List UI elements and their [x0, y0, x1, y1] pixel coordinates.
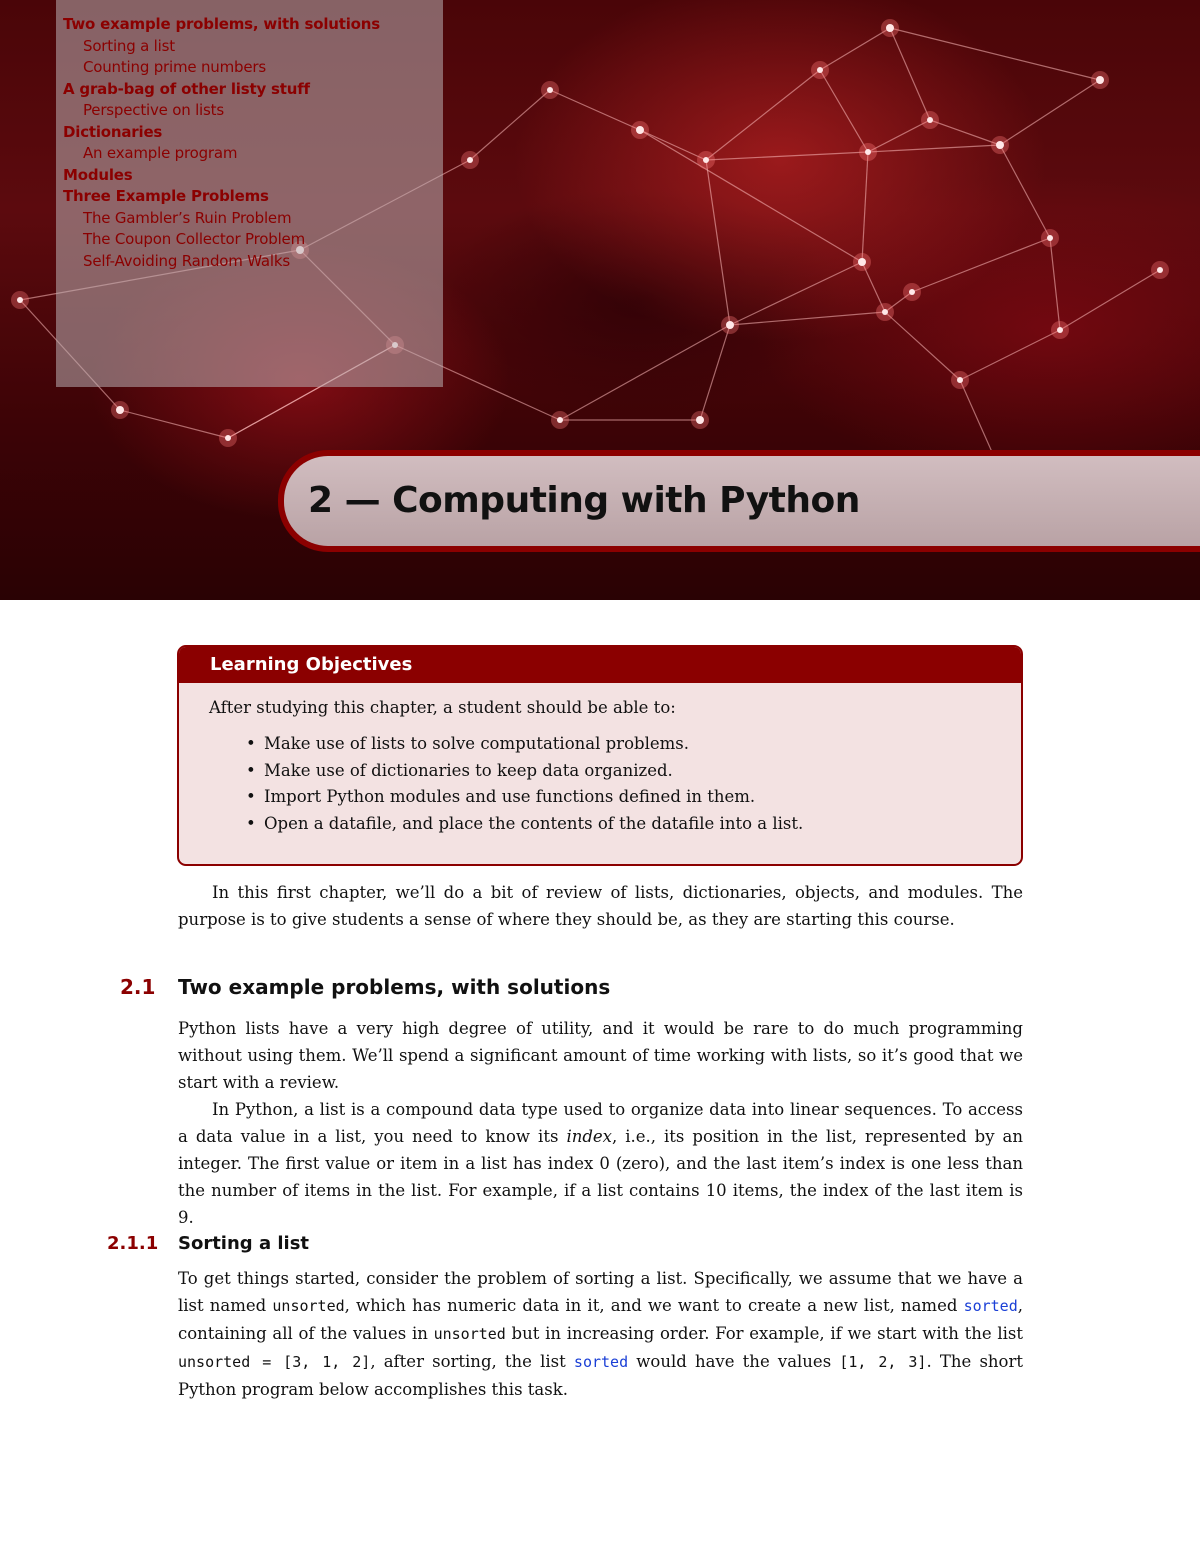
toc-entry[interactable]: A grab-bag of other listy stuff — [63, 79, 310, 98]
section-2-1-1-title: Sorting a list — [178, 1233, 310, 1254]
learning-objectives-heading: Learning Objectives — [179, 647, 1021, 683]
chapter-number: 2 — [308, 480, 333, 521]
section-2-1-number: 2.1 — [120, 975, 156, 999]
toc-entry[interactable]: Two example problems, with solutions — [63, 15, 380, 33]
section-2-1-1-number: 2.1.1 — [107, 1233, 159, 1254]
chapter-title-bar — [278, 450, 1200, 552]
section-2-1-paragraph-1: Python lists have a very high degree of utility, and it would be rare to do much programming without using them. We’ll spend a significant amount of time working with lists, so it’s good that we start with a review. — [178, 1019, 1023, 1092]
code-unsorted-assignment: unsorted = [3, 1, 2] — [178, 1353, 371, 1371]
chapter-banner — [0, 0, 1200, 600]
learning-objectives-list — [179, 731, 1021, 837]
toc-entry[interactable]: Counting prime numbers — [83, 58, 266, 76]
toc-entry[interactable]: Self-Avoiding Random Walks — [83, 251, 290, 270]
toc-entry[interactable]: Three Example Problems — [63, 187, 269, 205]
code-unsorted: unsorted — [433, 1325, 506, 1343]
toc-entry[interactable]: Perspective on lists — [83, 101, 224, 119]
chapter-name: Computing with Python — [392, 480, 860, 521]
section-2-1-paragraph-2: In Python, a list is a compound data type used to organize data into linear sequences. To access a data value in a list, you need to know its index, i.e., its position in the list, represented by an integer. The first value or item in a list has index 0 (zero), and the last item’s index is one less than the number of items in the list. For example, if a list contains 10 items, the index of the last item is 9. — [178, 1100, 1023, 1227]
toc-entry[interactable]: The Gambler’s Ruin Problem — [83, 208, 292, 227]
toc-entry[interactable]: Modules — [63, 165, 133, 184]
intro-paragraph: In this first chapter, we’ll do a bit of review of lists, dictionaries, objects, and modules. The purpose is to give students a sense of where they should be, as they are starting this course. — [178, 883, 1023, 929]
learning-objective-item: • Make use of dictionaries to keep data organized. — [264, 758, 1021, 785]
learning-objective-item: • Open a datafile, and place the contents of the datafile into a list. — [264, 811, 1021, 838]
toc-entry[interactable]: The Coupon Collector Problem — [83, 230, 305, 248]
code-unsorted: unsorted — [272, 1297, 345, 1315]
learning-objective-item: • Make use of lists to solve computational problems. — [264, 731, 1021, 758]
toc-entry[interactable]: Dictionaries — [63, 122, 163, 141]
learning-objective-item: • Import Python modules and use functions defined in them. — [264, 784, 1021, 811]
section-2-1-title: Two example problems, with solutions — [178, 975, 611, 999]
code-sorted-values: [1, 2, 3] — [839, 1353, 927, 1371]
learning-objectives-intro: After studying this chapter, a student should be able to: — [209, 698, 676, 717]
learning-objectives-box — [177, 645, 1023, 866]
chapter-separator: — — [332, 480, 393, 521]
index-term: index — [566, 1127, 612, 1146]
section-2-1-heading — [120, 975, 611, 999]
section-2-1-1-paragraph: To get things started, consider the problem of sorting a list. Specifically, we assume that we have a list named unsorted, which has numeric data in it, and we want to create a new list, named sorted, containing all of the values in unsorted but in increasing order. For example, if we start with the list unsorted = [3, 1, 2], after sorting, the list sorted would have the values [1, 2, 3]. The short Python program below accomplishes this task. — [178, 1269, 1024, 1399]
chapter-title — [308, 480, 860, 521]
toc-entry[interactable]: Sorting a list — [83, 36, 175, 55]
code-sorted-link[interactable]: sorted — [963, 1297, 1018, 1315]
chapter-table-of-contents — [56, 0, 443, 387]
toc-entry[interactable]: An example program — [83, 144, 238, 162]
section-2-1-1-heading — [107, 1233, 310, 1254]
code-sorted-link[interactable]: sorted — [573, 1353, 629, 1371]
